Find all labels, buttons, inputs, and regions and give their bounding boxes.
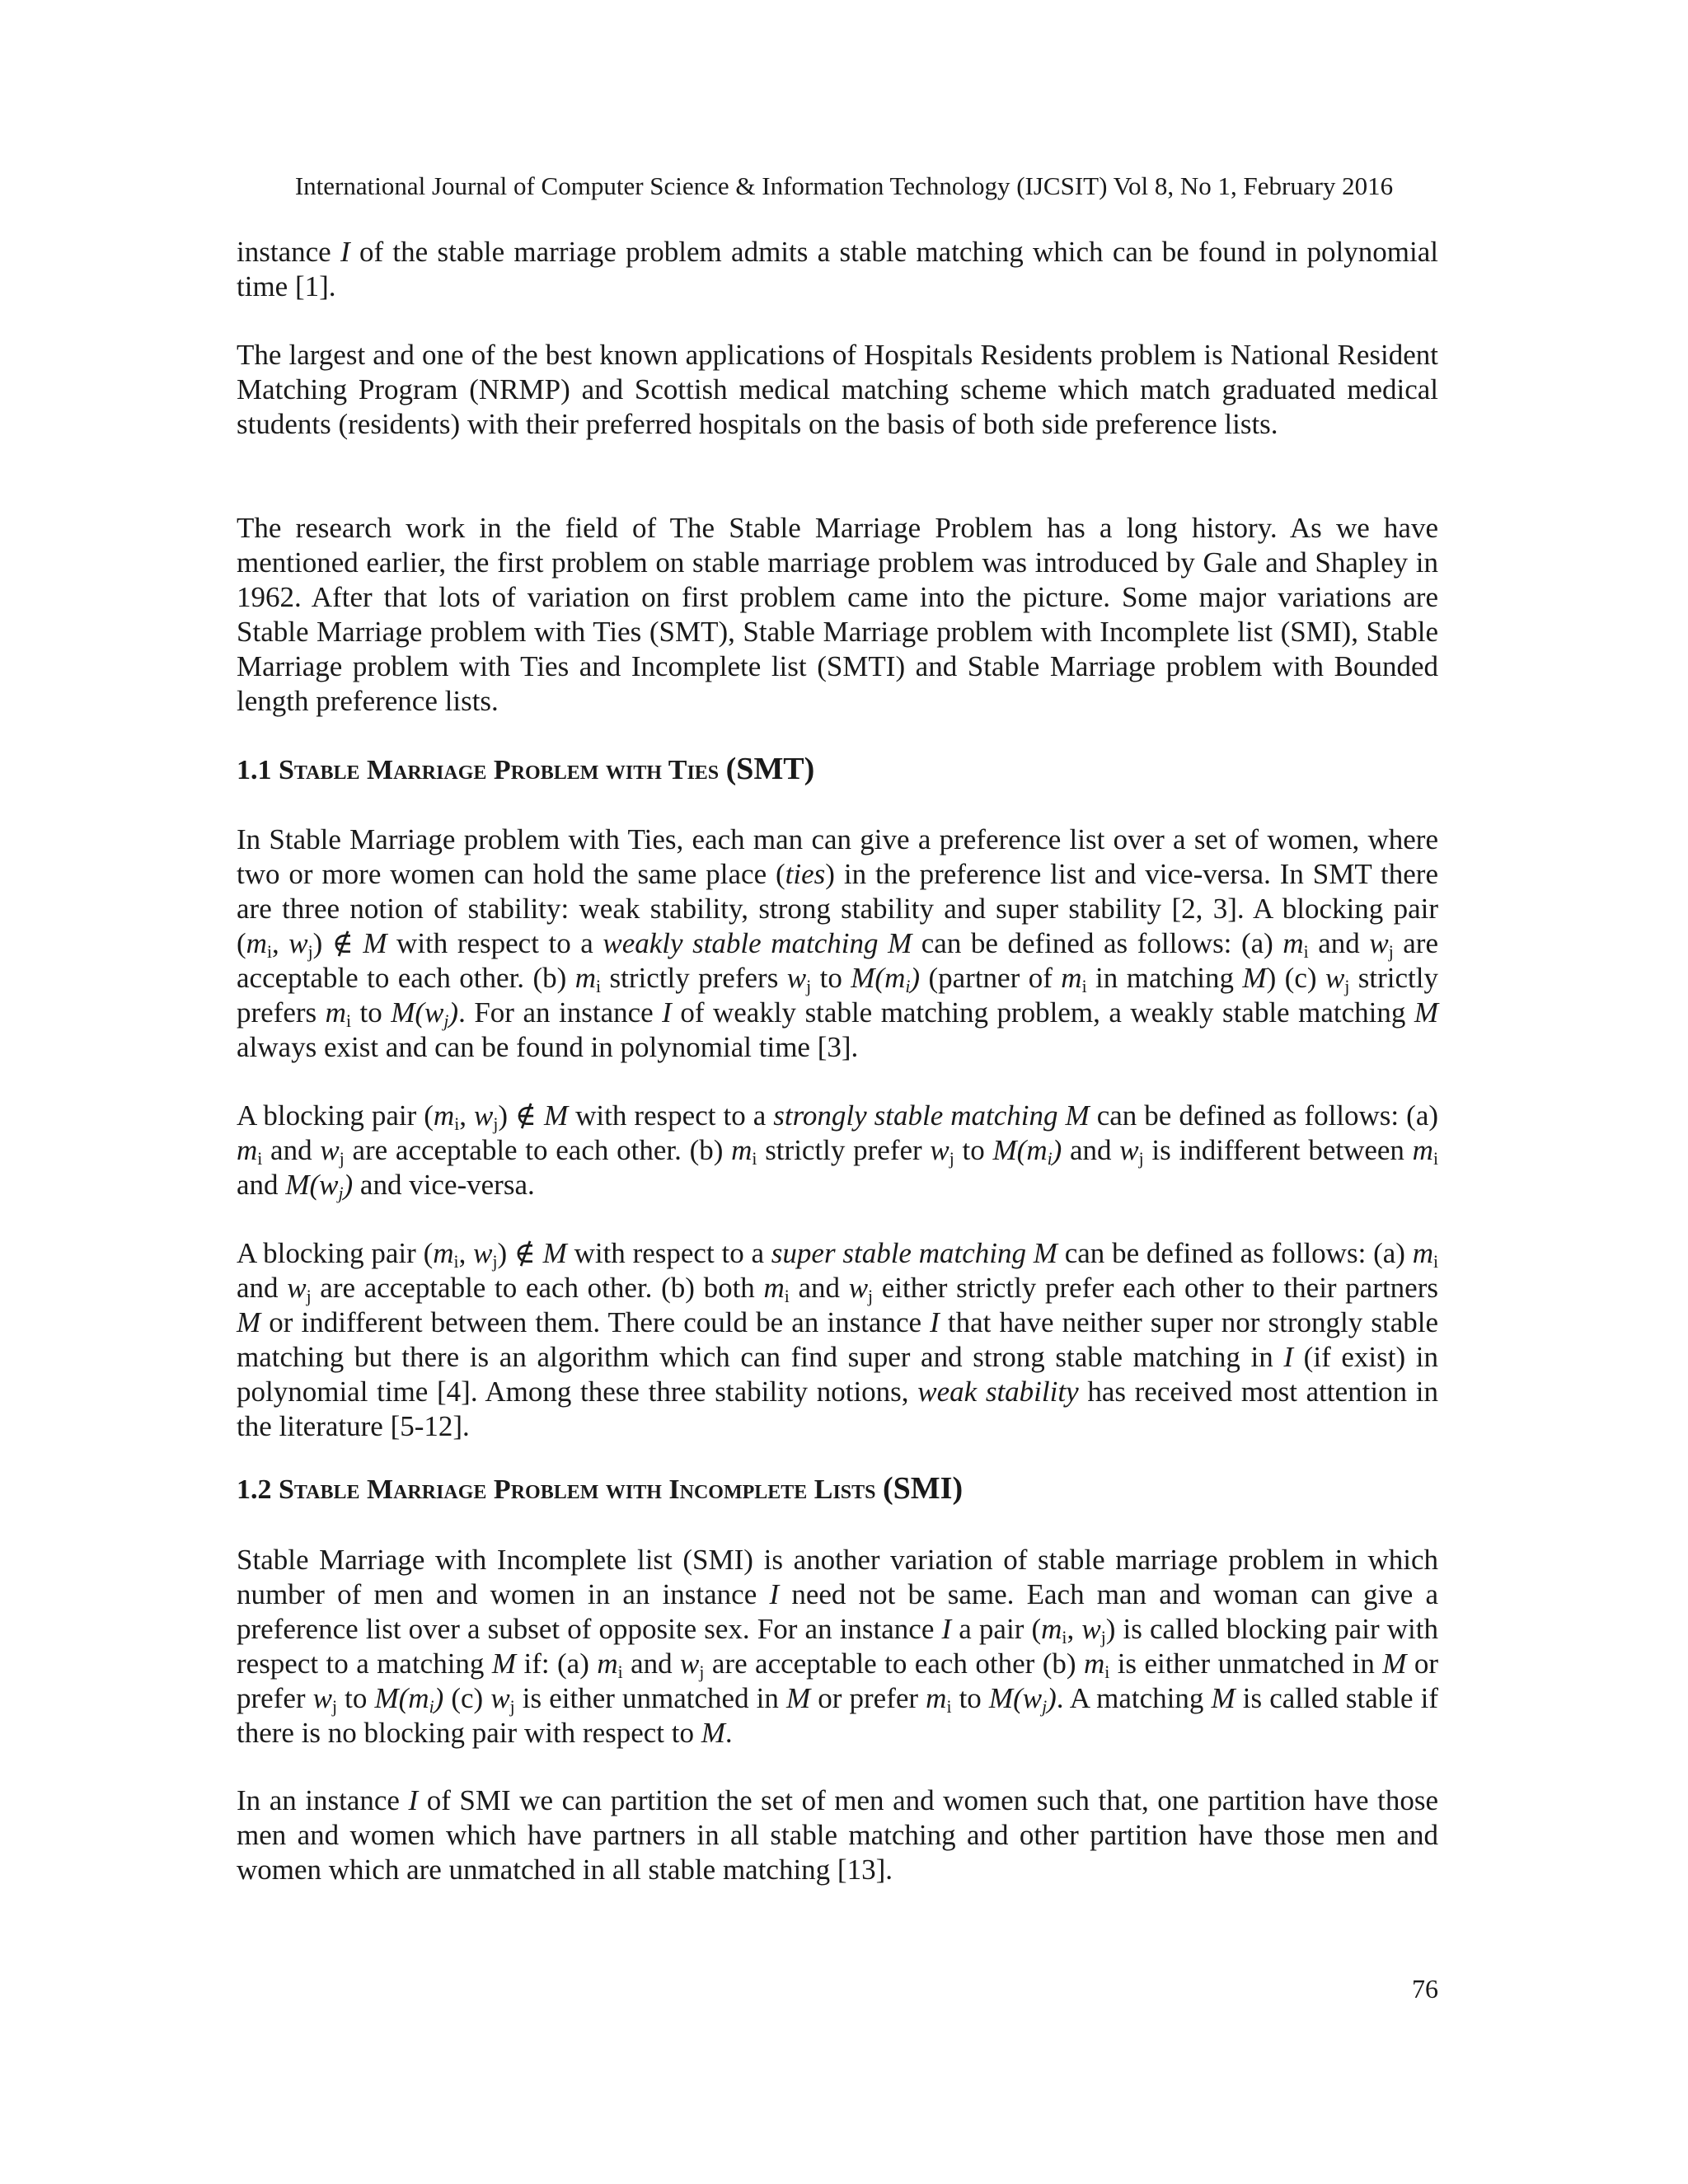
paragraph-smi-1: Stable Marriage with Incomplete list (SMI) is another variation of stable marriage problem in which number of men and women in an instance I need not be same. Each man and woman can give a preference list over a subset of opposite sex. For an instance I a pair ($m_i$, $w_j$) is called blocking pair with respect to a matching M if: (a) $m_i$ and $w_j$ are acceptable to each other (b) $m_i$ is either unmatched in M or prefer $w_j$ to $M(m_i)$ (c) $w_j$ is either unmatched in M or prefer $m_i$ to $M(w_j)$. A matching M is called stable if there is no blocking pair with respect to M. [237,1544,1439,1749]
section-heading-1-1: 1.1 Stable Marriage Problem with Ties (SMT) [237,752,815,786]
paragraph-smt-3: A blocking pair ($m_i$, $w_j$) ∉ M with respect to a super stable matching M can be defined as follows: (a) $m_i$ and $w_j$ are acceptable to each other. (b) both $m_i$ and $w_j$ either strictly prefer each other to their partners M or indifferent between them. There could be an instance I that have neither super nor strongly stable matching but there is an algorithm which can find super and strong stable matching in I (if exist) in polynomial time [4]. Among these three stability notions, weak stability has received most attention in the literature [5-12]. [237,1237,1439,1442]
paragraph-smt-2: A blocking pair ($m_i$, $w_j$) ∉ M with respect to a strongly stable matching M can be defined as follows: (a) $m_i$ and $w_j$ are acceptable to each other. (b) $m_i$ strictly prefer $w_j$ to $M(m_i)$ and $w_j$ is indifferent between $m_i$ and $M(w_j)$ and vice-versa. [237,1099,1439,1204]
paragraph-intro-3: The research work in the field of The Stable Marriage Problem has a long history. As we have mentioned earlier, the first problem on stable marriage problem was introduced by Gale and Shapley in 1962. After that lots of variation on first problem came into the picture. Some major variations are Stable Marriage problem with Ties (SMT), Stable Marriage problem with Incomplete list (SMI), Stable Marriage problem with Ties and Incomplete list (SMTI) and Stable Marriage problem with Bounded length preference lists. [237,512,1438,717]
page-number: 76 [1412,1974,1438,2004]
paragraph-intro-2: The largest and one of the best known applications of Hospitals Residents problem is National Resident Matching Program (NRMP) and Scottish medical matching scheme which match graduated medical students (residents) with their preferred hospitals on the basis of both side preference lists. [237,339,1438,440]
paragraph-smt-1: In Stable Marriage problem with Ties, each man can give a preference list over a set of women, where two or more women can hold the same place (ties) in the preference list and vice-versa. In SMT there are three notion of stability: weak stability, strong stability and super stability [2, 3]. A blocking pair ($m_i$, $w_j$) ∉ M with respect to a weakly stable matching M can be defined as follows: (a) $m_i$ and $w_j$ are acceptable to each other. (b) $m_i$ strictly prefers $w_j$ to $M(m_i)$ (partner of $m_i$ in matching M) (c) $w_j$ strictly prefers $m_i$ to $M(w_j)$. For an instance I of weakly stable matching problem, a weakly stable matching M always exist and can be found in polynomial time [3]. [237,823,1438,1063]
paragraph-intro-1: instance I of the stable marriage problem admits a stable matching which can be found in polynomial time [1]. [237,236,1438,302]
paragraph-smi-2: In an instance I of SMI we can partition the set of men and women such that, one partition have those men and women which have partners in all stable matching and other partition have those men and women which are unmatched in all stable matching [13]. [237,1784,1438,1886]
section-heading-1-2: 1.2 Stable Marriage Problem with Incomplete Lists (SMI) [237,1471,964,1506]
journal-header: International Journal of Computer Science & Information Technology (IJCSIT) Vol 8, No 1, February 2016 [294,171,1394,200]
